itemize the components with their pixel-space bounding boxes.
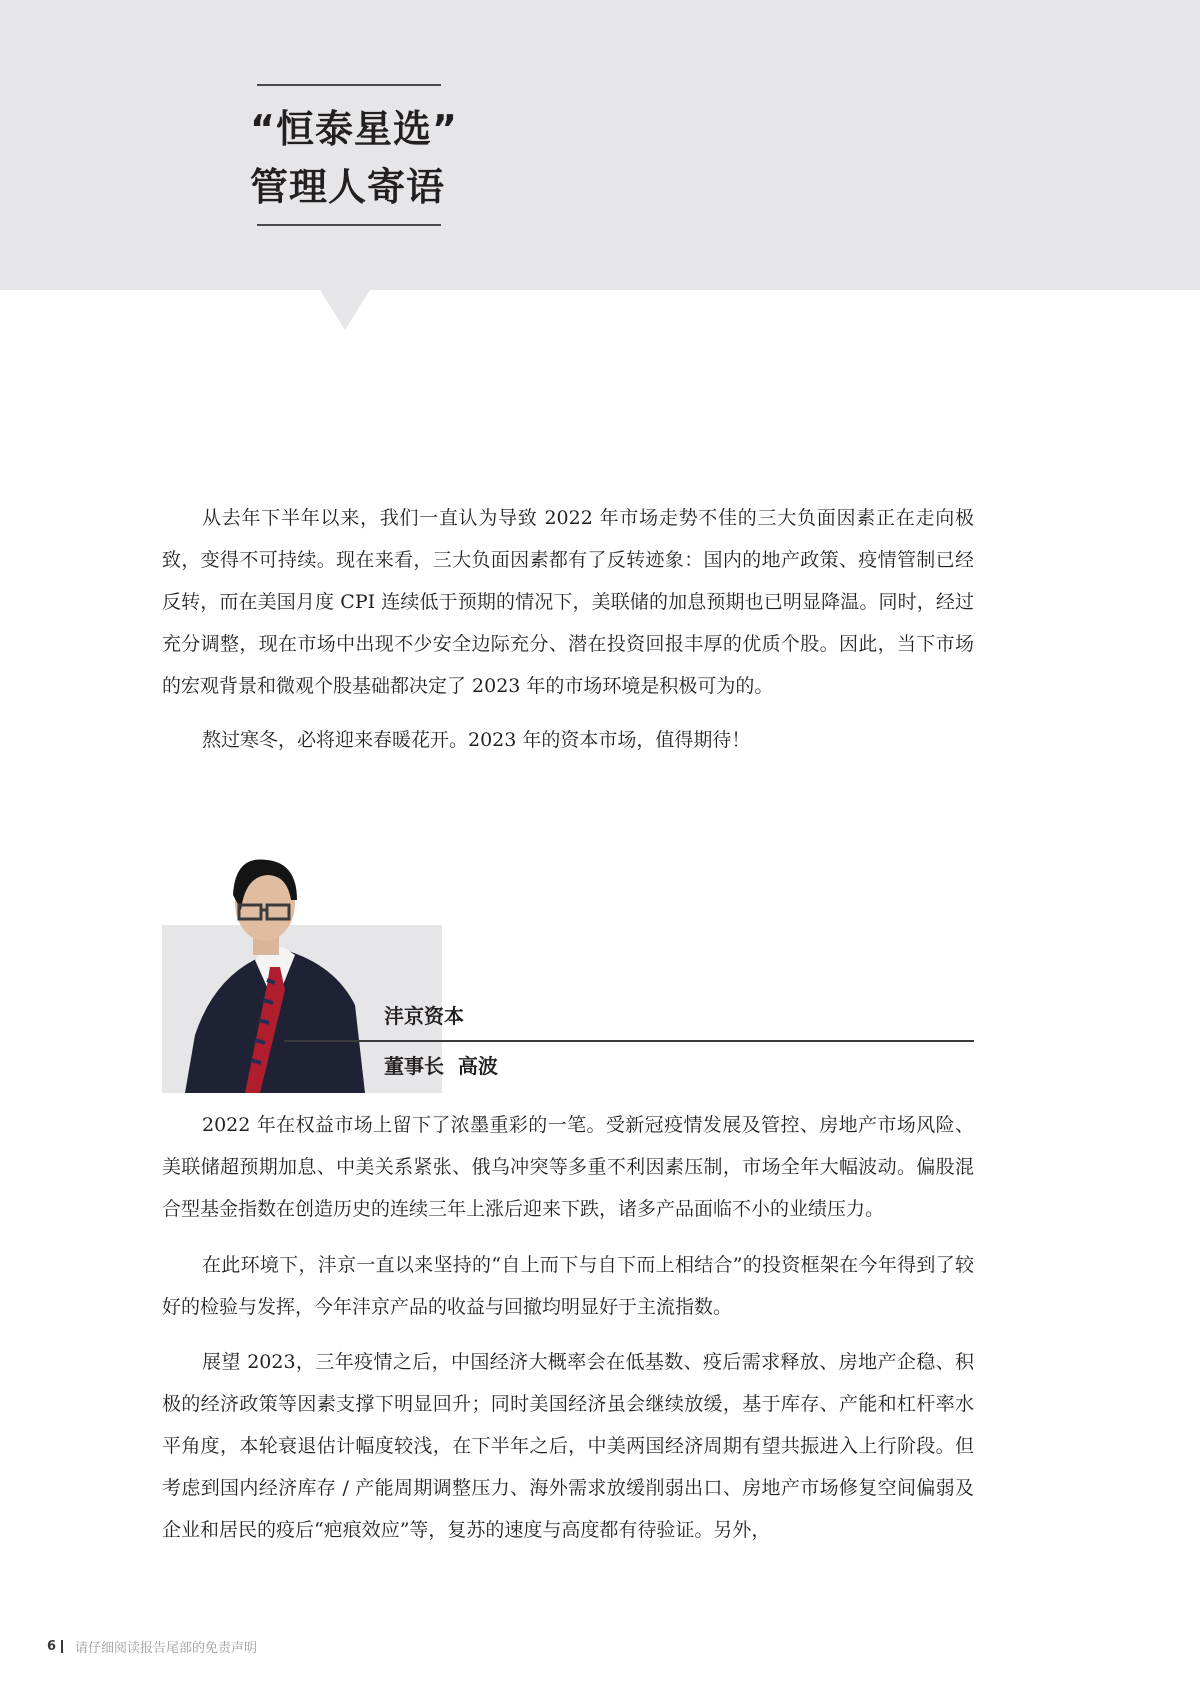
paragraph: 熬过寒冬，必将迎来春暖花开。2023 年的资本市场，值得期待！ (202, 729, 751, 751)
title-line-2: 管理人寄语 (250, 165, 446, 209)
page-number: 6 (47, 1639, 57, 1654)
paragraph: 从去年下半年以来，我们一直认为导致 2022 年市场走势不佳的三大负面因素正在走向极致，变得不可持续。现在来看，三大负面因素都有了反转迹象：国内的地产政策、疫情管制已经反转，而在美国月度 CPI 连续低于预期的情况下，美联储的加息预期也已明显降温。同时，经过充分调整，现在市场中出现不少安全边际充分、潜在投资回报丰厚的优质个股。因此，当下市场的宏观背景和微观个股基础都决定了 2023 年的市场环境是积极可为的。 (162, 507, 974, 697)
disclaimer-text: 请仔细阅读报告尾部的免责声明 (75, 1641, 258, 1656)
header-notch-triangle (320, 290, 370, 330)
person-portrait-icon (175, 855, 375, 1093)
paragraph: 2022 年在权益市场上留下了浓墨重彩的一笔。受新冠疫情发展及管控、房地产市场风险、美联储超预期加息、中美关系紧张、俄乌冲突等多重不利因素压制，市场全年大幅波动。偏股混合型基金指数在创造历史的连续三年上涨后迎来下跌，诸多产品面临不小的业绩压力。 (162, 1114, 974, 1220)
paragraph: 在此环境下，沣京一直以来坚持的“自上而下与自下而上相结合”的投资框架在今年得到了较好的检验与发挥，今年沣京产品的收益与回撤均明显好于主流指数。 (162, 1254, 974, 1318)
title-line-1: “恒泰星选” (250, 107, 458, 151)
header-band (0, 0, 1200, 290)
signature-divider (284, 1040, 974, 1042)
title-rule-bottom (257, 224, 441, 226)
manager-title-name: 董事长 高波 (384, 1054, 498, 1078)
title-rule-top (257, 84, 441, 86)
manager-company: 沣京资本 (384, 1004, 464, 1028)
footer-separator (61, 1640, 63, 1653)
page-title (250, 100, 460, 216)
page-footer (47, 1637, 257, 1656)
paragraph: 展望 2023，三年疫情之后，中国经济大概率会在低基数、疫后需求释放、房地产企稳、积极的经济政策等因素支撑下明显回升；同时美国经济虽会继续放缓，基于库存、产能和杠杆率水平角度，本轮衰退估计幅度较浅，在下半年之后，中美两国经济周期有望共振进入上行阶段。但考虑到国内经济库存 / 产能周期调整压力、海外需求放缓削弱出口、房地产市场修复空间偏弱及企业和居民的疫后“疤痕效应”等，复苏的速度与高度都有待验证。另外， (162, 1351, 974, 1541)
